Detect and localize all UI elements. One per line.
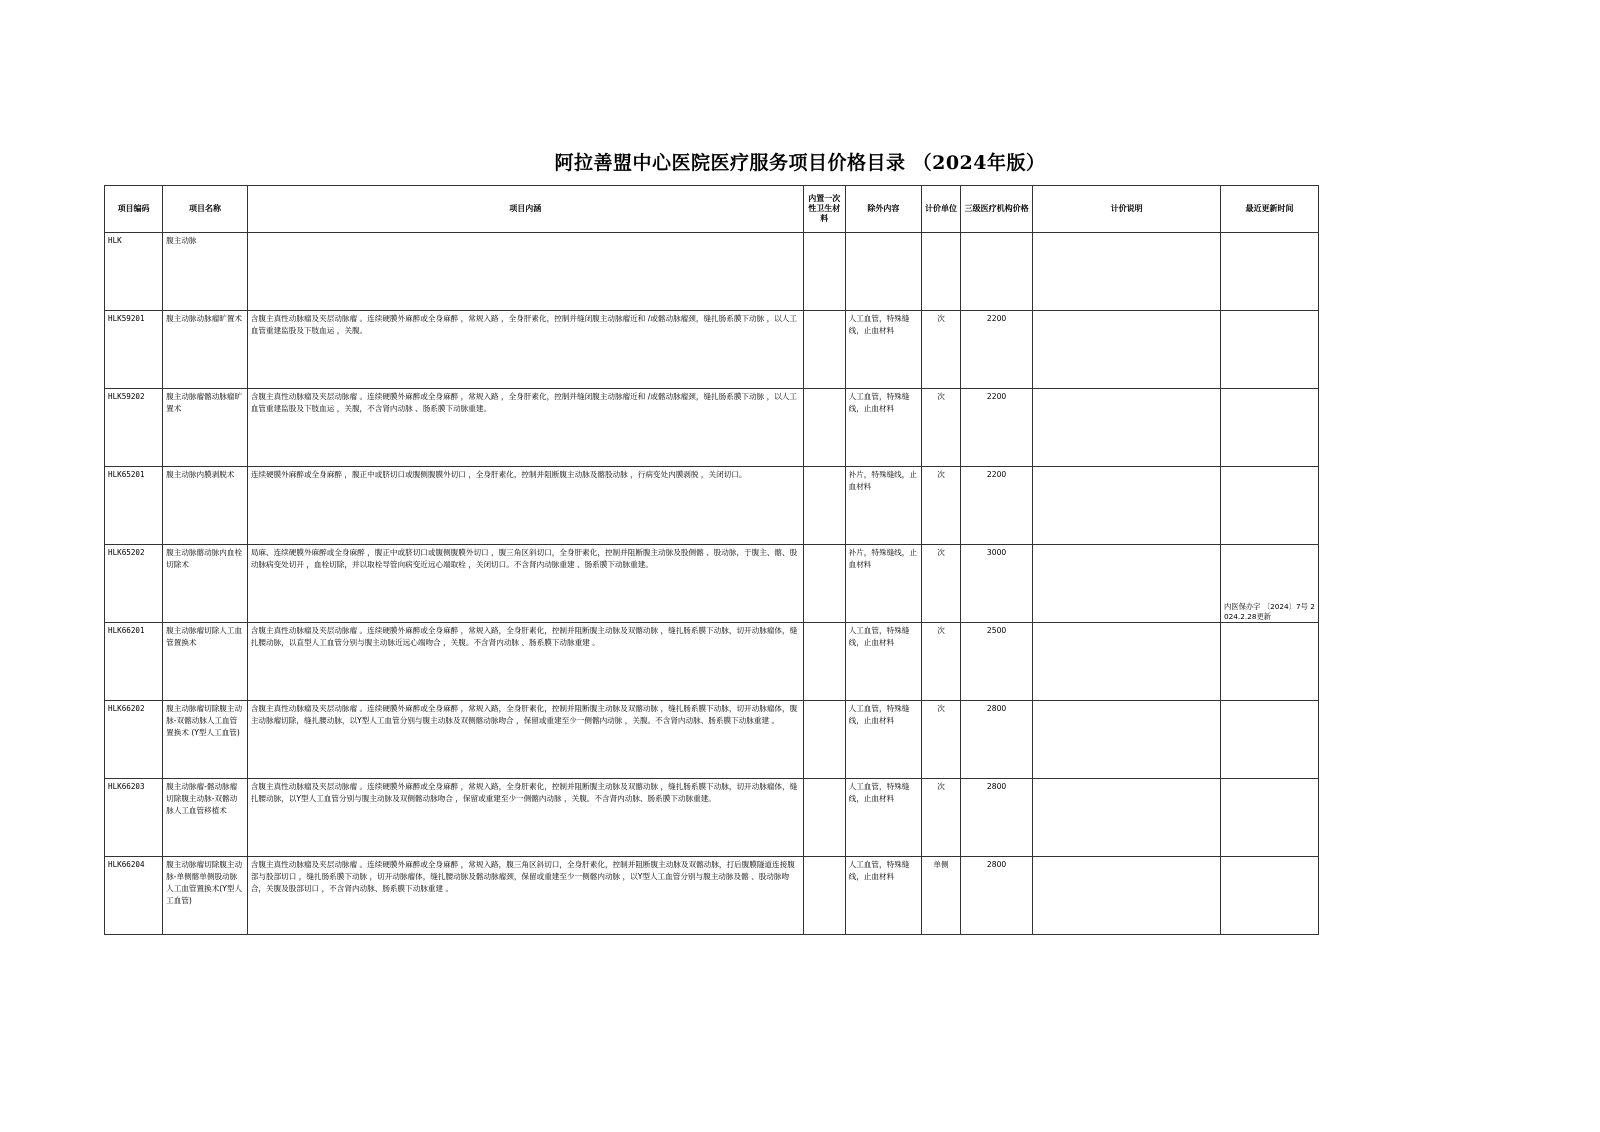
item-price: 2200 [960, 311, 1032, 389]
item-excluded: 人工血管，特殊缝线，止血材料 [845, 857, 922, 935]
item-note [1033, 233, 1221, 311]
header-unit: 计价单位 [922, 186, 961, 233]
item-code: HLK65202 [105, 545, 163, 623]
item-unit: 次 [922, 389, 961, 467]
item-content: 含腹主真性动脉瘤及夹层动脉瘤 。连续硬膜外麻醉或全身麻醉 ，常规入路，腹三角区斜切口，全身肝素化，控制并阻断腹主动脉及双髂动脉，打后腹膜隧道连接腹部与股部切口 ，缝扎肠系膜下动脉 ，切开动脉瘤体，缝扎腰动脉及髂动脉瘤颈，保留或重建至少一侧髂内动脉 ，以Y型人工血管分别与腹主动脉及髂 、股动脉吻合，关腹及股部切口 ，不含肾内动脉、肠系膜下动脉重建 。 [247, 857, 803, 935]
header-content: 项目内涵 [247, 186, 803, 233]
table-row [105, 311, 1319, 389]
item-consumable [803, 467, 845, 545]
item-name: 腹主动脉内膜剥脱术 [163, 467, 248, 545]
item-consumable [803, 233, 845, 311]
table-row [105, 857, 1319, 935]
item-excluded: 人工血管，特殊缝线，止血材料 [845, 311, 922, 389]
item-updated [1221, 623, 1319, 701]
item-consumable [803, 311, 845, 389]
item-content: 局麻、连续硬膜外麻醉或全身麻醉 ，腹正中或脐切口或腹侧腹膜外切口 ，腹三角区斜切口，全身肝素化，控制并阻断腹主动脉及股侧髂 、股动脉，于腹主、髂、股动脉病变处切开 ，血栓切除，并以取栓导管向病变近远心端取栓 ，关闭切口。不含肾内动脉重建 、肠系膜下动脉重建。 [247, 545, 803, 623]
item-content: 含腹主真性动脉瘤及夹层动脉瘤 。连续硬膜外麻醉或全身麻醉 ，常规入路，全身肝素化，控制并阻断腹主动脉及双髂动脉 ，缝扎肠系膜下动脉，切开动脉瘤体，缝扎腰动脉，以直型人工血管分别与腹主动脉近远心端吻合 ，关腹。不含肾内动脉 、肠系膜下动脉重建 。 [247, 623, 803, 701]
item-price: 2200 [960, 467, 1032, 545]
item-updated [1221, 467, 1319, 545]
table-row [105, 389, 1319, 467]
price-catalog-table [104, 185, 1319, 935]
item-code: HLK66202 [105, 701, 163, 779]
item-unit: 次 [922, 467, 961, 545]
table-row [105, 701, 1319, 779]
item-code: HLK66201 [105, 623, 163, 701]
item-unit: 次 [922, 623, 961, 701]
item-price: 2500 [960, 623, 1032, 701]
page-title: 阿拉善盟中心医院医疗服务项目价格目录 （2024年版） [554, 152, 1046, 174]
item-unit: 次 [922, 311, 961, 389]
item-name: 腹主动脉瘤切除人工血管置换术 [163, 623, 248, 701]
item-name: 腹主动脉瘤切除腹主动脉-双髂动脉人工血管置换术 (Y型人工血管) [163, 701, 248, 779]
header-updated: 最近更新时间 [1221, 186, 1319, 233]
item-updated [1221, 857, 1319, 935]
item-excluded: 补片，特殊缝线，止血材料 [845, 467, 922, 545]
item-consumable [803, 779, 845, 857]
item-note [1033, 779, 1221, 857]
item-note [1033, 545, 1221, 623]
item-code: HLK59202 [105, 389, 163, 467]
item-unit: 次 [922, 701, 961, 779]
item-excluded: 人工血管，特殊缝线，止血材料 [845, 701, 922, 779]
item-content: 含腹主真性动脉瘤及夹层动脉瘤 。连续硬膜外麻醉或全身麻醉 ，常规入路 ，全身肝素化，控制并缝闭腹主动脉瘤近和 /或髂动脉瘤颈，缝扎肠系膜下动脉 ，以人工血管重建监股及下肢血运 ，关腹。 [247, 311, 803, 389]
table-row [105, 233, 1319, 311]
item-excluded: 补片，特殊缝线，止血材料 [845, 545, 922, 623]
item-name: 腹主动脉髂动脉内血栓切除术 [163, 545, 248, 623]
item-name: 腹主动脉瘤切除腹主动脉-单侧髂单侧股动脉人工血管置换术(Y型人工血管) [163, 857, 248, 935]
item-excluded: 人工血管，特殊缝线，止血材料 [845, 623, 922, 701]
item-unit [922, 233, 961, 311]
item-code: HLK66203 [105, 779, 163, 857]
item-excluded: 人工血管，特殊缝线，止血材料 [845, 779, 922, 857]
header-code: 项目编码 [105, 186, 163, 233]
item-consumable [803, 701, 845, 779]
item-updated [1221, 701, 1319, 779]
item-consumable [803, 623, 845, 701]
item-note [1033, 701, 1221, 779]
item-code: HLK65201 [105, 467, 163, 545]
item-consumable [803, 857, 845, 935]
item-code: HLK59201 [105, 311, 163, 389]
item-price: 2800 [960, 779, 1032, 857]
header-name: 项目名称 [163, 186, 248, 233]
item-price: 2800 [960, 857, 1032, 935]
item-name: 腹主动脉 [163, 233, 248, 311]
table-row [105, 467, 1319, 545]
item-updated [1221, 545, 1319, 623]
item-updated [1221, 311, 1319, 389]
item-updated [1221, 779, 1319, 857]
item-name: 腹主动脉瘤髂动脉瘤旷置术 [163, 389, 248, 467]
item-price: 2200 [960, 389, 1032, 467]
item-note [1033, 857, 1221, 935]
table-header-row [105, 186, 1319, 233]
header-price: 三级医疗机构价格 [960, 186, 1032, 233]
header-excluded: 除外内容 [845, 186, 922, 233]
item-note [1033, 467, 1221, 545]
item-price: 3000 [960, 545, 1032, 623]
header-consumable: 内置一次性卫生材料 [803, 186, 845, 233]
item-consumable [803, 389, 845, 467]
item-consumable [803, 545, 845, 623]
item-updated-text: 内医保办字 〔2024〕7号 2024.2.28更新 [1224, 602, 1315, 621]
item-content: 连续硬膜外麻醉或全身麻醉 ，腹正中或脐切口或腹侧腹膜外切口 ，全身肝素化，控制并阻断腹主动脉及髂股动脉 ，行病变处内膜剥脱 ，关闭切口。 [247, 467, 803, 545]
item-note [1033, 311, 1221, 389]
item-excluded: 人工血管，特殊缝线，止血材料 [845, 389, 922, 467]
item-note [1033, 389, 1221, 467]
item-unit: 次 [922, 779, 961, 857]
item-code: HLK [105, 233, 163, 311]
table-row [105, 545, 1319, 623]
item-content: 含腹主真性动脉瘤及夹层动脉瘤 。连续硬膜外麻醉或全身麻醉 ，常规入路，全身肝素化，控制并阻断腹主动脉及双髂动脉 ，缝扎肠系膜下动脉，切开动脉瘤体，缝扎腰动脉，以Y型人工血管分别与腹主动脉及双侧髂动脉吻合 ，保留或重建至少一侧髂内动脉 ，关腹。不含肾内动脉、肠系膜下动脉重建。 [247, 779, 803, 857]
item-note [1033, 623, 1221, 701]
item-price [960, 233, 1032, 311]
item-unit: 单侧 [922, 857, 961, 935]
item-name: 腹主动脉动脉瘤旷置术 [163, 311, 248, 389]
item-content: 含腹主真性动脉瘤及夹层动脉瘤 。连续硬膜外麻醉或全身麻醉 ，常规入路，全身肝素化，控制并阻断腹主动脉及双髂动脉 ，缝扎肠系膜下动脉，切开动脉瘤体，腹主动脉瘤切除，缝扎腰动脉，以Y型人工血管分别与腹主动脉及双侧髂动脉吻合 ，保留或重建至少一侧髂内动脉 ，关腹。不含肾内动脉、肠系膜下动脉重建 。 [247, 701, 803, 779]
table-row [105, 779, 1319, 857]
item-name: 腹主动脉瘤-髂动脉瘤切除腹主动脉-双髂动脉人工血管移植术 [163, 779, 248, 857]
item-code: HLK66204 [105, 857, 163, 935]
item-price: 2800 [960, 701, 1032, 779]
table-row [105, 623, 1319, 701]
item-updated [1221, 389, 1319, 467]
header-note: 计价说明 [1033, 186, 1221, 233]
item-content [247, 233, 803, 311]
item-unit: 次 [922, 545, 961, 623]
item-content: 含腹主真性动脉瘤及夹层动脉瘤 。连续硬膜外麻醉或全身麻醉 ，常规入路 ，全身肝素化，控制并缝闭腹主动脉瘤近和 /或髂动脉瘤颈，缝扎肠系膜下动脉 ，以人工血管重建监股及下肢血运 ，关腹，不含肾内动脉 、肠系膜下动脉重建。 [247, 389, 803, 467]
item-updated [1221, 233, 1319, 311]
item-excluded [845, 233, 922, 311]
